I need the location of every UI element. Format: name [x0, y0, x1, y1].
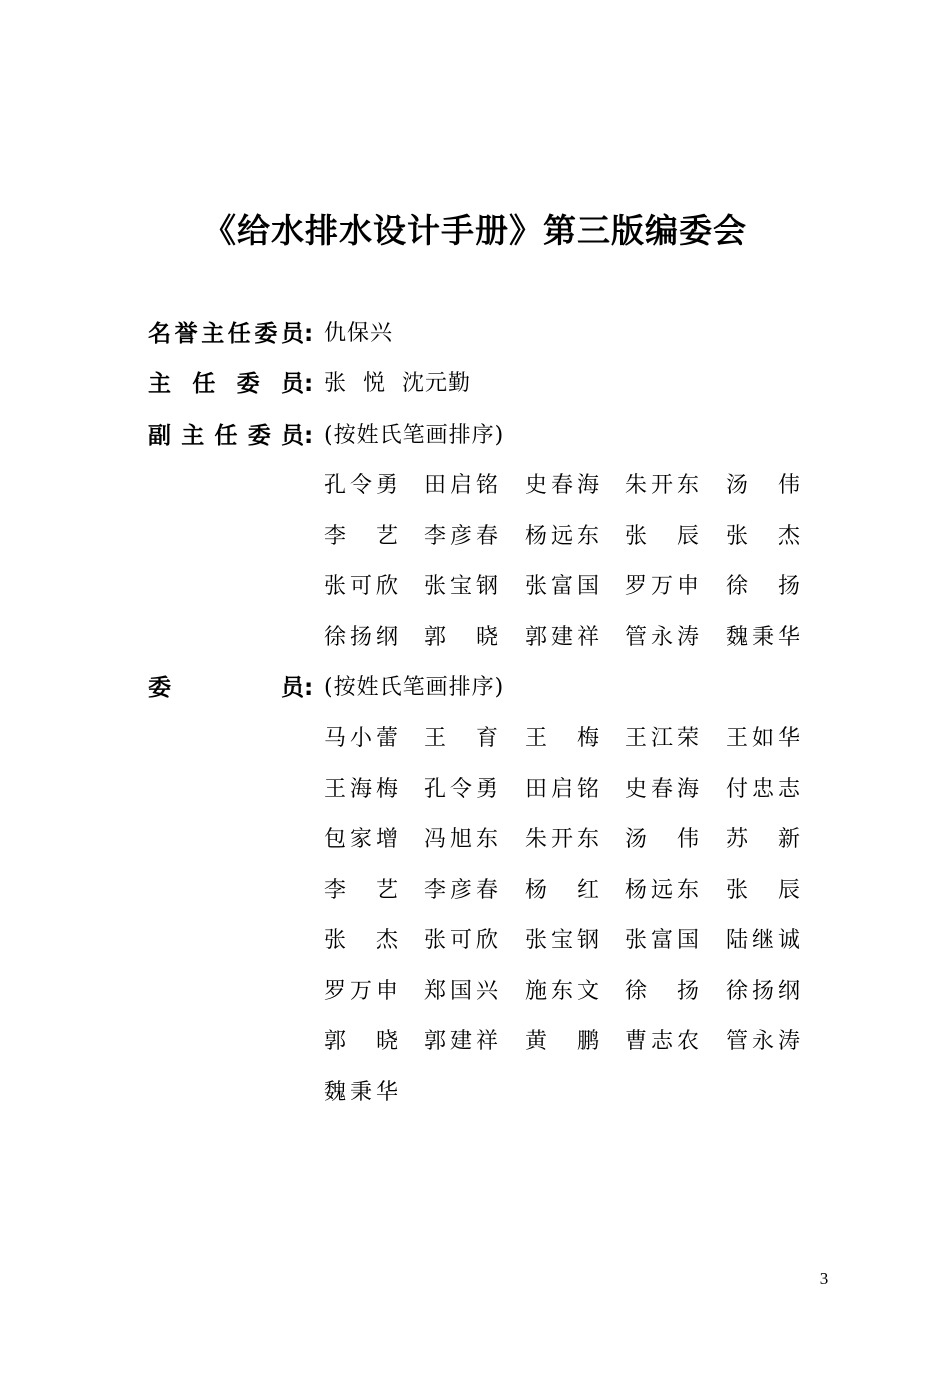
committee-member-name: 管永涛	[726, 1029, 800, 1054]
committee-member-name: 杨远东	[625, 877, 699, 903]
committee-member-name: 李彦春	[424, 877, 498, 903]
committee-member-name: 孔令勇	[324, 473, 398, 498]
committee-member-name: 杨红	[525, 877, 599, 903]
members-label: 委员	[148, 675, 304, 701]
committee-member-name: 孔令勇	[424, 776, 498, 802]
committee-member-name: 张可欣	[424, 928, 498, 953]
committee-member-name: 郑国兴	[424, 978, 498, 1004]
committee-member-name: 王梅	[525, 726, 599, 751]
director-label-block	[148, 366, 322, 402]
committee-member-name: 王江荣	[625, 726, 699, 751]
committee-member-name: 张宝钢	[525, 928, 599, 953]
committee-member-name: 罗万申	[324, 978, 398, 1004]
vice-directors-colon: :	[304, 423, 314, 449]
committee-member-name: 郭晓	[324, 1029, 398, 1054]
committee-member-name: 陆继诚	[726, 928, 800, 953]
members-sort-note: (按姓氏笔画排序)	[324, 675, 505, 700]
committee-member-name: 包家增	[324, 827, 398, 852]
director-names: 张 悦 沈元勤	[324, 371, 471, 396]
committee-member-name: 朱开东	[625, 473, 699, 498]
committee-member-name: 李艺	[324, 523, 398, 549]
committee-member-name: 张富国	[525, 574, 599, 599]
committee-member-name: 张杰	[726, 523, 800, 549]
committee-member-name: 史春海	[525, 473, 599, 498]
committee-member-name: 魏秉华	[726, 624, 800, 650]
committee-member-name: 魏秉华	[324, 1079, 398, 1105]
honorary-director-label: 名誉主任委员	[148, 321, 304, 347]
committee-member-name: 罗万申	[625, 574, 699, 599]
committee-member-name: 张富国	[625, 928, 699, 953]
committee-member-name: 管永涛	[625, 624, 699, 650]
committee-member-name: 李彦春	[424, 523, 498, 549]
committee-member-name: 施东文	[525, 978, 599, 1004]
committee-member-name: 曹志农	[625, 1029, 699, 1054]
committee-member-name: 张辰	[726, 877, 800, 903]
members-label-block	[148, 670, 322, 706]
page-number: 3	[819, 1269, 829, 1288]
page-title: 《给水排水设计手册》第三版编委会	[203, 211, 747, 250]
director-colon: :	[304, 371, 314, 397]
honorary-director-name: 仇保兴	[324, 321, 394, 346]
committee-member-name: 朱开东	[525, 827, 599, 852]
members-colon: :	[304, 675, 314, 701]
committee-member-name: 张辰	[625, 523, 699, 549]
vice-directors-label-block	[148, 418, 322, 454]
committee-member-name: 田启铭	[424, 473, 498, 498]
committee-member-name: 李艺	[324, 877, 398, 903]
committee-member-name: 史春海	[625, 776, 699, 802]
committee-member-name: 徐扬纲	[324, 624, 398, 650]
committee-member-name: 郭建祥	[424, 1029, 498, 1054]
committee-member-name: 汤伟	[726, 473, 800, 498]
committee-member-name: 徐扬	[625, 978, 699, 1004]
committee-member-name: 杨远东	[525, 523, 599, 549]
vice-directors-label: 副主任委员	[148, 423, 304, 449]
committee-member-name: 黄鹏	[525, 1029, 599, 1054]
committee-member-name: 汤伟	[625, 827, 699, 852]
committee-member-name: 苏新	[726, 827, 800, 852]
director-label: 主任委员	[148, 371, 304, 397]
committee-member-name: 马小蕾	[324, 726, 398, 751]
committee-member-name: 田启铭	[525, 776, 599, 802]
committee-member-name: 郭晓	[424, 624, 498, 650]
committee-member-name: 王海梅	[324, 776, 398, 802]
committee-member-name: 王育	[424, 726, 498, 751]
committee-member-name: 徐扬	[726, 574, 800, 599]
committee-member-name: 张宝钢	[424, 574, 498, 599]
committee-member-name: 张可欣	[324, 574, 398, 599]
committee-member-name: 付忠志	[726, 776, 800, 802]
committee-member-name: 郭建祥	[525, 624, 599, 650]
committee-member-name: 冯旭东	[424, 827, 498, 852]
committee-member-name: 王如华	[726, 726, 800, 751]
vice-directors-sort-note: (按姓氏笔画排序)	[324, 423, 505, 448]
honorary-director-colon: :	[304, 321, 314, 347]
committee-member-name: 张杰	[324, 928, 398, 953]
honorary-director-label-block	[148, 316, 322, 352]
committee-member-name: 徐扬纲	[726, 978, 800, 1004]
